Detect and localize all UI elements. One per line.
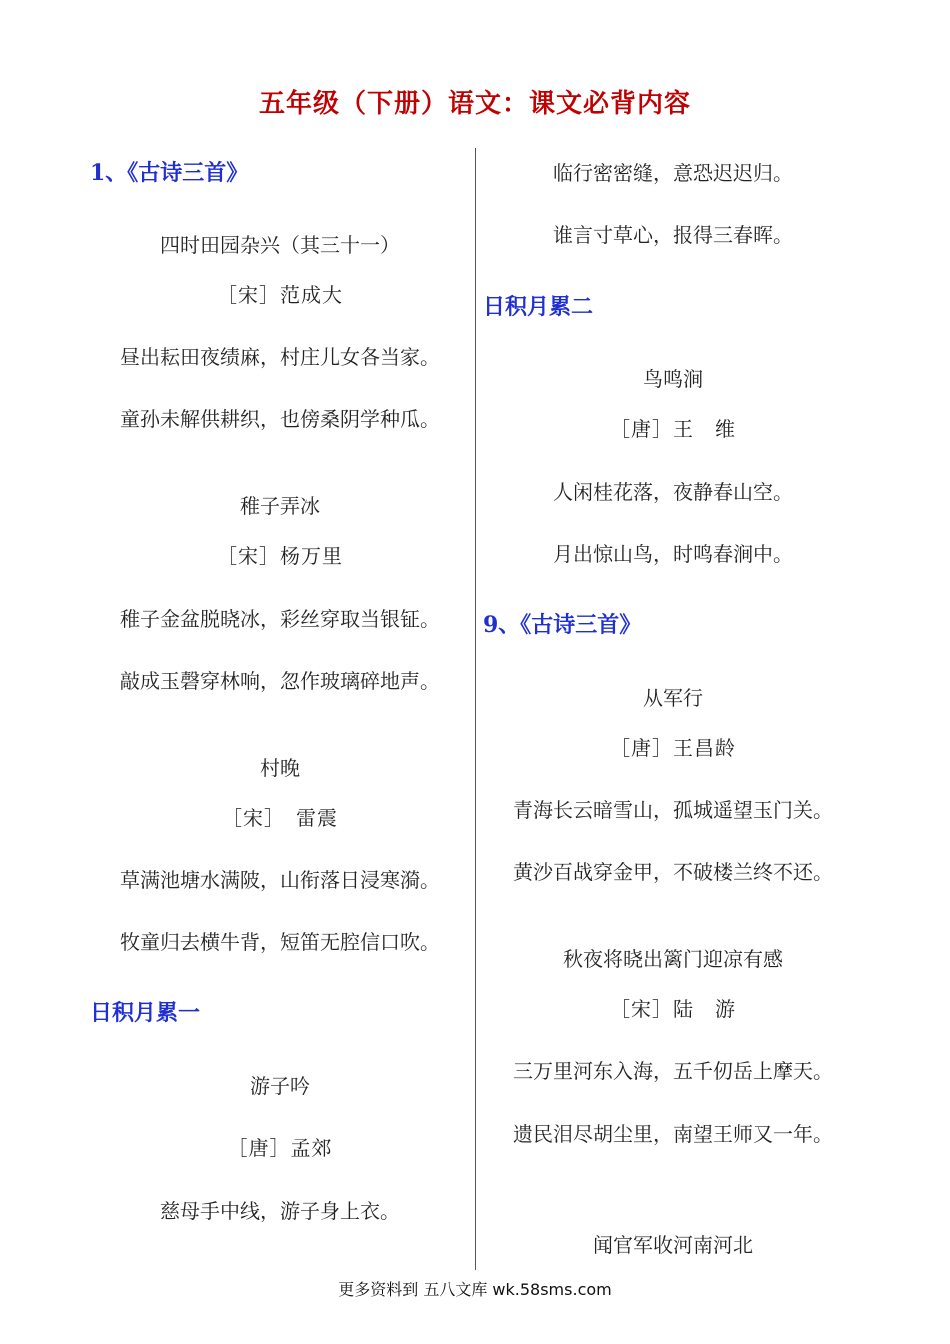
- poem-line: 牧童归去横牛背，短笛无腔信口吹。: [120, 930, 440, 954]
- poem-title: 村晚: [260, 756, 300, 780]
- poem-author: ［唐］王昌龄: [610, 736, 736, 760]
- column-divider: [475, 148, 476, 1270]
- poem-author: ［宋］ 雷震: [222, 806, 338, 830]
- poem-title: 秋夜将晓出篱门迎凉有感: [563, 947, 783, 971]
- footer-watermark-link[interactable]: 更多资料到 五八文库 wk.58sms.com: [338, 1280, 612, 1299]
- section-heading-ancient-poems: 1、《古诗三首》: [90, 160, 249, 186]
- poem-line: 遗民泪尽胡尘里，南望王师又一年。: [513, 1122, 833, 1146]
- poem-title: 从军行: [643, 686, 703, 710]
- poem-line: 稚子金盆脱晓冰，彩丝穿取当银钲。: [120, 607, 440, 631]
- section-heading-daily-accumulation-1: 日积月累一: [90, 1000, 201, 1026]
- section-heading-ancient-poems-9: 9、《古诗三首》: [483, 612, 642, 638]
- poem-line: 草满池塘水满陂，山衔落日浸寒漪。: [120, 868, 440, 892]
- poem-line: 人闲桂花落，夜静春山空。: [553, 480, 793, 504]
- poem-author: ［宋］杨万里: [217, 544, 343, 568]
- poem-line: 月出惊山鸟，时鸣春涧中。: [553, 542, 793, 566]
- poem-author: ［唐］王 维: [610, 417, 736, 441]
- poem-line: 临行密密缝，意恐迟迟归。: [553, 161, 793, 185]
- poem-title: 游子吟: [250, 1074, 310, 1098]
- poem-author: ［唐］孟郊: [227, 1136, 333, 1160]
- poem-line: 敲成玉磬穿林响，忽作玻璃碎地声。: [120, 669, 440, 693]
- poem-title: 稚子弄冰: [240, 494, 320, 518]
- poem-title: 鸟鸣涧: [643, 367, 703, 391]
- poem-line: 慈母手中线，游子身上衣。: [160, 1199, 400, 1223]
- poem-line: 青海长云暗雪山，孤城遥望玉门关。: [513, 798, 833, 822]
- poem-title: 闻官军收河南河北: [593, 1233, 753, 1257]
- poem-line: 童孙未解供耕织，也傍桑阴学种瓜。: [120, 407, 440, 431]
- section-heading-daily-accumulation-2: 日积月累二: [483, 294, 594, 320]
- poem-line: 谁言寸草心，报得三春晖。: [553, 223, 793, 247]
- poem-author: ［宋］范成大: [217, 283, 343, 307]
- poem-title: 四时田园杂兴（其三十一）: [160, 233, 400, 257]
- poem-line: 昼出耘田夜绩麻，村庄儿女各当家。: [120, 345, 440, 369]
- page-title: 五年级（下册）语文：课文必背内容: [258, 89, 691, 119]
- poem-line: 三万里河东入海，五千仞岳上摩天。: [513, 1059, 833, 1083]
- poem-line: 黄沙百战穿金甲，不破楼兰终不还。: [513, 860, 833, 884]
- poem-author: ［宋］陆 游: [610, 997, 736, 1021]
